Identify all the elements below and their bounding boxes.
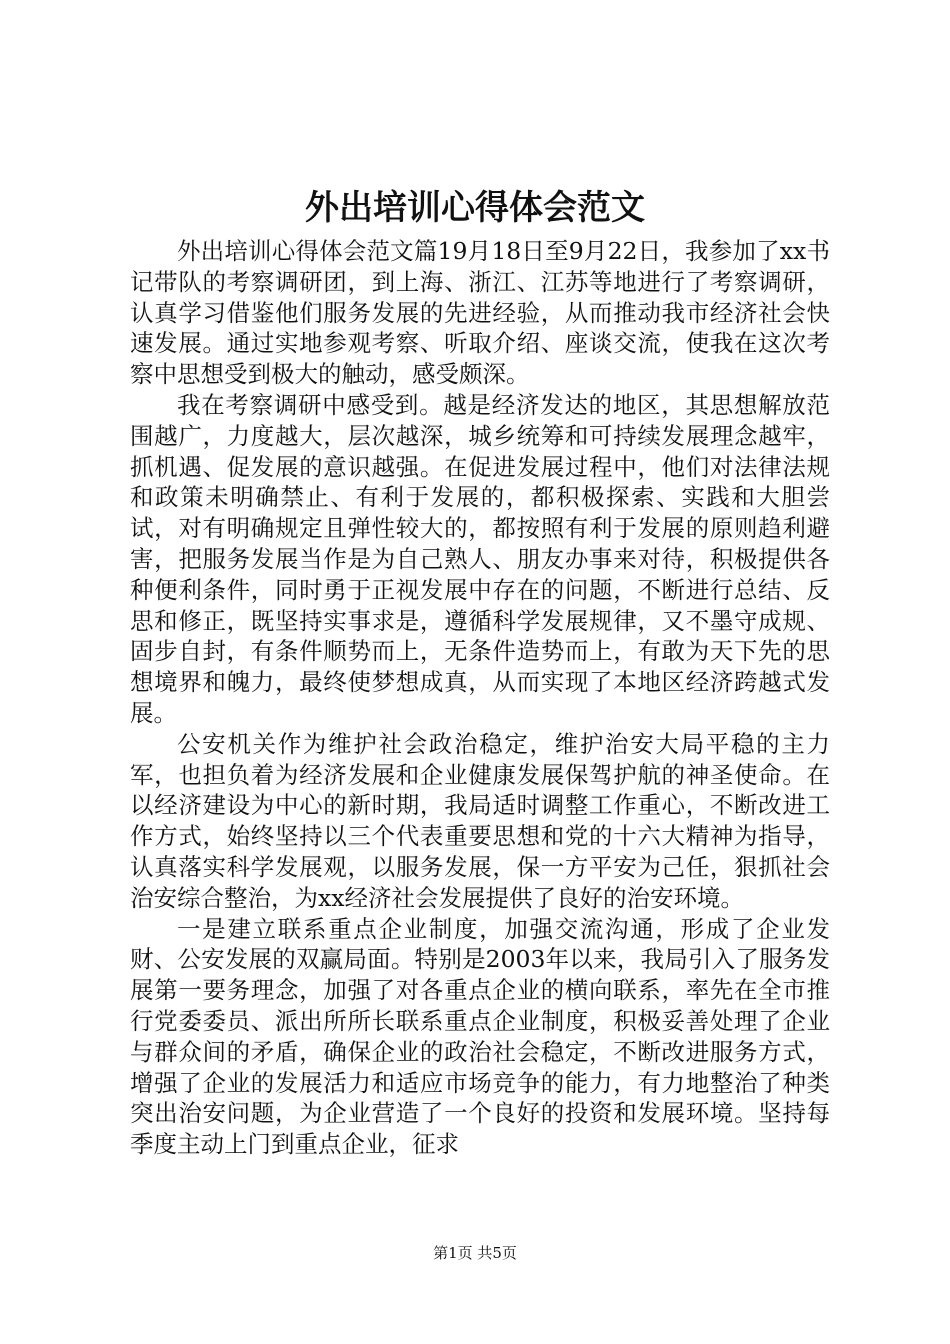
paragraph-1: 外出培训心得体会范文篇19月18日至9月22日，我参加了xx书记带队的考察调研团，到上海、浙江、江苏等地进行了考察调研，认真学习借鉴他们服务发展的先进经验，从而推动我市经济社会快速发展。通过实地参观考察、听取介绍、座谈交流，使我在这次考察中思想受到极大的触动，感受颇深。: [130, 237, 830, 389]
page-footer: 第1页 共5页: [433, 1244, 517, 1262]
page-title: 外出培训心得体会范文: [305, 188, 645, 228]
paragraph-2: 我在考察调研中感受到。越是经济发达的地区，其思想解放范围越广，力度越大，层次越深，城乡统筹和可持续发展理念越牢，抓机遇、促发展的意识越强。在促进发展过程中，他们对法律法规和政策未明确禁止、有利于发展的，都积极探索、实践和大胆尝试，对有明确规定且弹性较大的，都按照有利于发展的原则趋利避害，把服务发展当作是为自己熟人、朋友办事来对待，积极提供各种便利条件，同时勇于正视发展中存在的问题，不断进行总结、反思和修正，既坚持实事求是，遵循科学发展规律，又不墨守成规、固步自封，有条件顺势而上，无条件造势而上，有敢为天下先的思想境界和魄力，最终使梦想成真，从而实现了本地区经济跨越式发展。: [130, 390, 830, 727]
document-body: [130, 236, 830, 1160]
paragraph-3: 公安机关作为维护社会政治稳定，维护治安大局平稳的主力军，也担负着为经济发展和企业健康发展保驾护航的神圣使命。在以经济建设为中心的新时期，我局适时调整工作重心，不断改进工作方式，始终坚持以三个代表重要思想和党的十六大精神为指导，认真落实科学发展观，以服务发展，保一方平安为己任，狠抓社会治安综合整治，为xx经济社会发展提供了良好的治安环境。: [130, 729, 830, 912]
paragraph-4: 一是建立联系重点企业制度，加强交流沟通，形成了企业发财、公安发展的双赢局面。特别是2003年以来，我局引入了服务发展第一要务理念，加强了对各重点企业的横向联系，率先在全市推行党委委员、派出所所长联系重点企业制度，积极妥善处理了企业与群众间的矛盾，确保企业的政治社会稳定，不断改进服务方式，增强了企业的发展活力和适应市场竞争的能力，有力地整治了种类突出治安问题，为企业营造了一个良好的投资和发展环境。坚持每季度主动上门到重点企业，征求: [130, 914, 830, 1159]
